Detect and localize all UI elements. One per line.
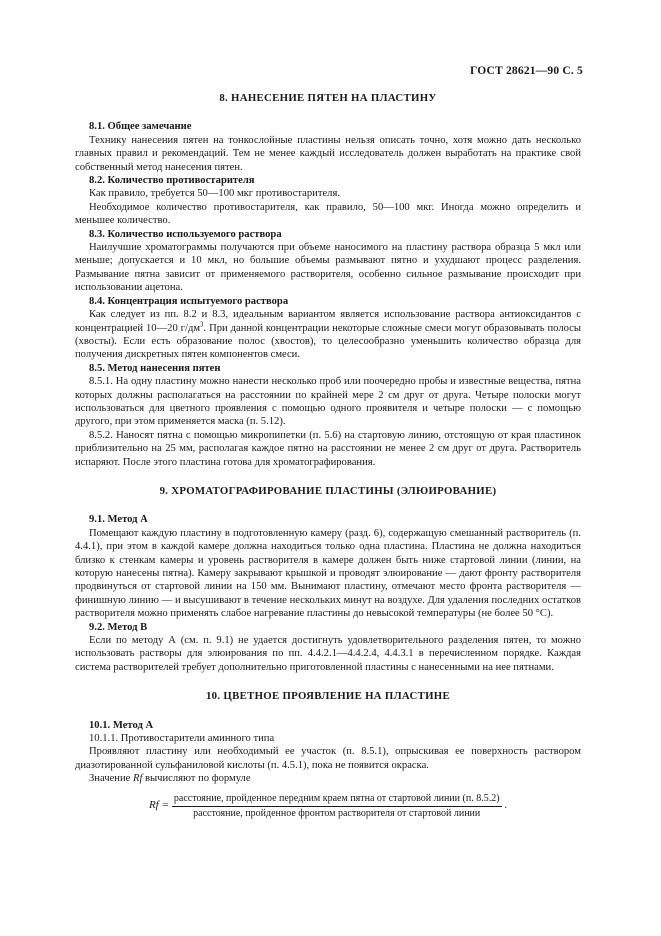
paragraph-8-2-a: Как правило, требуется 50—100 мкг противостарителя. xyxy=(89,188,340,200)
paragraph-8-4-post: . При данной концентрации некоторые сложные смеси могут образовывать полосы (хвосты). Если есть образование полос (хвостов), то целесообразно уменьшить количество образца для получения дискретных пятен компонентов смеси. xyxy=(75,322,582,361)
paragraph-rf-value xyxy=(75,772,581,785)
section-10-title: 10. ЦВЕТНОЕ ПРОЯВЛЕНИЕ НА ПЛАСТИНЕ xyxy=(205,690,450,703)
page-content xyxy=(75,92,581,820)
paragraph-8-1: Технику нанесения пятен на тонкослойные пластины нельзя описать точно, хотя можно дать несколько главных правил и рекомендаций. Тем не менее каждый исследователь должен выработать на практике свой собственный метод нанесения пятен. xyxy=(75,134,581,173)
rf-value-pre: Значение xyxy=(89,773,133,785)
subsection-8-2-heading: 8.2. Количество противостарителя xyxy=(89,175,255,187)
subsection-8-3-heading: 8.3. Количество используемого раствора xyxy=(89,228,282,240)
subsection-8-4-heading: 8.4. Концентрация испытуемого раствора xyxy=(89,295,289,307)
rf-formula xyxy=(75,793,581,820)
formula-denominator: расстояние, пройденное фронтом растворителя от стартовой линии xyxy=(193,807,481,819)
section-9-title: 9. ХРОМАТОГРАФИРОВАНИЕ ПЛАСТИНЫ (ЭЛЮИРОВАНИЕ) xyxy=(159,484,497,497)
paragraph-8-2-b: Необходимое количество противостарителя, как правило, 50—100 мкг. Иногда можно определить и меньшее количество. xyxy=(75,201,581,227)
formula-numerator: расстояние, пройденное передним краем пятна от стартовой линии (п. 8.5.2) xyxy=(172,793,502,807)
rf-symbol: Rf xyxy=(132,773,143,785)
subsection-8-5-heading: 8.5. Метод нанесения пятен xyxy=(89,362,221,374)
paragraph-8-4 xyxy=(75,308,581,362)
paragraph-8-4-pre: Как следует из пп. 8.2 и 8.3, идеальным вариантом является использование раствора антиоксидантов с концентрацией 10—20 г/дм xyxy=(75,309,581,334)
paragraph-8-5-1: 8.5.1. На одну пластину можно нанести несколько проб или поочередно пробы и известные вещества, пятна которых должны располагаться на расстоянии по крайней мере 2 см друг от друга. Четыре полоски могут использоваться для цветного проявления с помощью одного проявителя и четыре полоски — с помощью другого, при этом применяется маска (п. 5.12). xyxy=(75,376,581,428)
formula-lhs: Rf = xyxy=(148,799,169,812)
subsection-9-2-heading: 9.2. Метод В xyxy=(89,621,148,633)
subsection-8-1-heading: 8.1. Общее замечание xyxy=(89,121,192,133)
section-8-title: 8. НАНЕСЕНИЕ ПЯТЕН НА ПЛАСТИНУ xyxy=(219,92,437,104)
paragraph-develop: Проявляют пластину или необходимый ее участок (п. 8.5.1), опрыскивая ее поверхность раствором диазотированной сульфаниловой кислоты (п. 4.5.1), пока не появится окраска. xyxy=(75,746,581,771)
paragraph-10-1-1: 10.1.1. Противостарители аминного типа xyxy=(89,733,275,745)
paragraph-9-1: Помещают каждую пластину в подготовленную камеру (разд. 6), содержащую смешанный растворитель (п. 4.4.1), при этом в каждой камере должна находиться только одна пластина. Пластина не должна находиться близко к стенкам камеры и уровень растворителя в камере должен быть ниже стартовой линии (линии, на которую нанесены пятна). Камеру закрывают крышкой и проводят элюирование — дают фронту растворителя продвинуться от стартовой линии на 150 мм. Вынимают пластину, отмечают место фронта растворителя — финишную линию — и высушивают в течение нескольких минут на воздухе. Для удаления последних остатков растворителя можно применять слабое нагревание пластины до невысокой температуры (не более 50 °С). xyxy=(75,527,581,620)
running-head: ГОСТ 28621—90 С. 5 xyxy=(470,65,583,77)
rf-value-post: вычисляют по формуле xyxy=(142,773,251,785)
subsection-10-1-heading: 10.1. Метод А xyxy=(89,719,154,731)
paragraph-8-5-2: 8.5.2. Наносят пятна с помощью микропипетки (п. 5.6) на стартовую линию, отстоящую от края пластинок приблизительно на 25 мм, располагая каждое пятно на расстоянии не менее 2 см друг от друга. Растворитель испаряют. После этого пластина готова для хроматографирования. xyxy=(75,429,581,468)
formula-end: . xyxy=(504,800,508,812)
unit-superscript: 3 xyxy=(200,319,204,328)
formula-fraction xyxy=(172,793,502,820)
paragraph-9-2: Если по методу А (см. п. 9.1) не удается достигнуть удовлетворительного разделения пятен, то можно использовать растворы для элюирования по пп. 4.4.2.1—4.4.2.4, 4.4.3.1 в перечисленном порядке. Каждая система растворителей требует дополнительно приготовленной пластины с нанесенными на нее пятнами. xyxy=(75,635,581,673)
subsection-9-1-heading: 9.1. Метод А xyxy=(89,514,148,526)
paragraph-8-3: Наилучшие хроматограммы получаются при объеме наносимого на пластину раствора образца 5 мкл или меньше; допускается и 10 мкл, но большие объемы размывают пятно и ухудшают процесс разделения. Размывание пятна зависит от применяемого растворителя, особенно сильное размывание происходит при использовании ацетона. xyxy=(75,242,581,294)
